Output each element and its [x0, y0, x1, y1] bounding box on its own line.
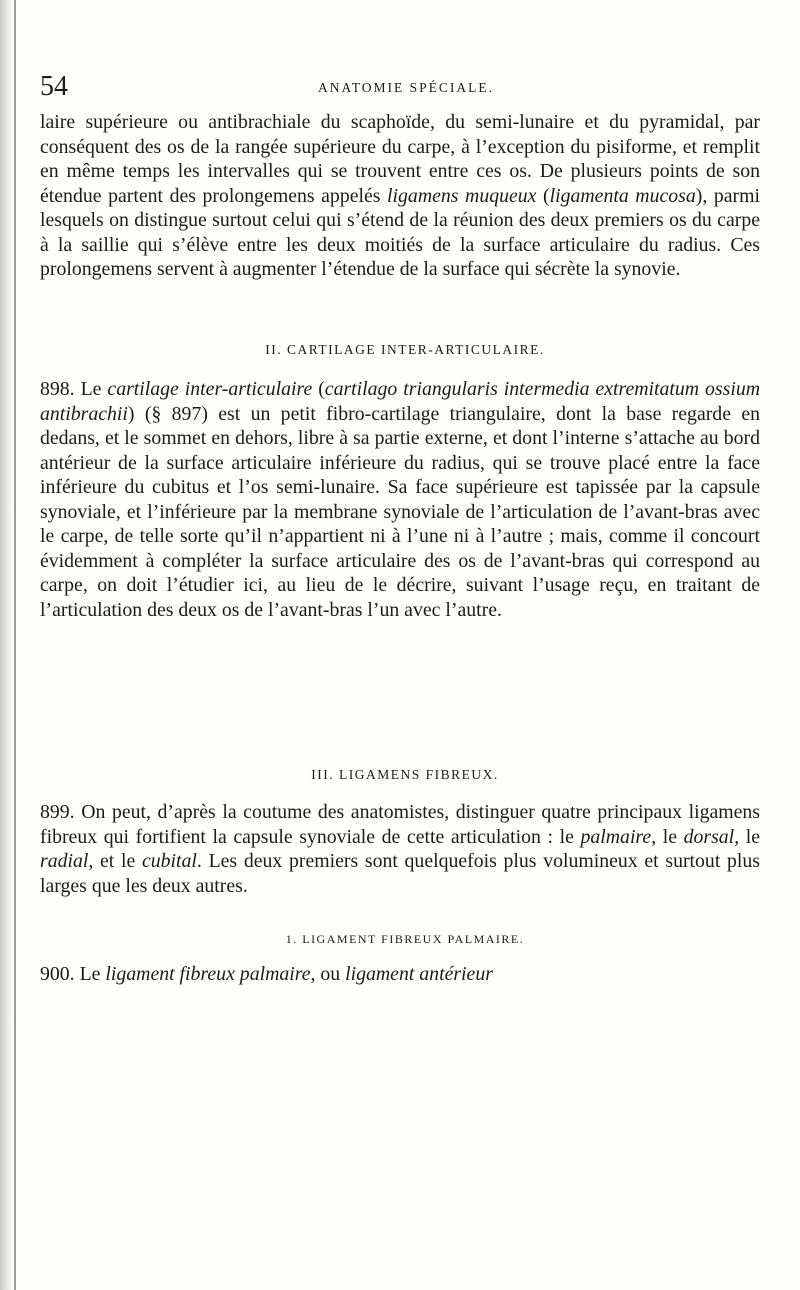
paragraph-number: 899. — [40, 801, 75, 823]
latin-term: cartilago triangularis intermedia extremitatum ossium antibrachii — [40, 378, 760, 425]
page-number: 54 — [40, 71, 68, 102]
term-cubital: cubital — [141, 850, 197, 872]
term-radial: radial — [40, 850, 89, 872]
latin-term: ligamenta mucosa — [549, 184, 696, 207]
para-text: laire supérieure ou antibrachiale du scaphoïde, du semi-lunaire et du pyramidal, par conséquent des os de la rangée supérieure du carpe, à l’exception du pisiforme, et remplit en même temps les intervalles qui se trouvent entre ces os. De plusieurs points de son étendue partent des prolongemens appelés — [40, 111, 760, 207]
paragraph-number: 898. — [40, 378, 75, 400]
term-dorsal: dorsal — [683, 825, 735, 848]
running-title: ANATOMIE SPÉCIALE. — [317, 80, 494, 95]
binding-gutter-line — [14, 0, 16, 1290]
term-ligamens-muqueux: ligamens muqueux — [387, 184, 537, 207]
term-ligament-anterieur: ligament antérieur — [345, 963, 493, 985]
section-heading-ligamens: III. LIGAMENS FIBREUX. — [311, 767, 499, 782]
paragraph-number: 900. — [40, 963, 75, 985]
subsection-heading-palmaire: 1. LIGAMENT FIBREUX PALMAIRE. — [285, 932, 525, 946]
term-cartilage: cartilage inter-articulaire — [107, 378, 313, 400]
section-heading-cartilage: II. CARTILAGE INTER-ARTICULAIRE. — [265, 342, 545, 357]
term-ligament-palmaire: ligament fibreux palmaire — [105, 963, 311, 985]
running-header — [40, 72, 770, 104]
para-text: ), parmi lesquels on distingue surtout celui qui s’étend de la réunion des deux premiers os du carpe à la saillie qui s’élève entre les deux moitiés de la surface articulaire du radius. Ces prolongemens servent à augmenter l’étendue de la surface qui sécrète la synovie. — [40, 184, 760, 280]
paragraph-899: 899. On peut, d’après la coutume des anatomistes, distinguer quatre principaux ligamens fibreux qui fortifient la capsule synoviale de cette articulation : le palmaire, le dorsal, le radial, et le cubital. Les deux premiers sont quelquefois plus volumineux et surtout plus larges que les deux autres. — [40, 801, 761, 897]
para-text: ( — [536, 184, 550, 207]
paragraph-900: 900. Le ligament fibreux palmaire, ou ligament antérieur — [40, 963, 493, 985]
book-page — [40, 0, 770, 1290]
paragraph-continued — [40, 110, 760, 282]
binding-shadow — [0, 0, 14, 1290]
term-palmaire: palmaire — [580, 825, 652, 848]
paragraph-898: 898. Le cartilage inter-articulaire (cartilago triangularis intermedia extremitatum ossium antibrachii) (§ 897) est un petit fibro-cartilage triangulaire, dont la base regarde en dedans, et le sommet en dehors, libre à sa partie externe, et dont l’interne s’attache au bord antérieur de la surface articulaire inférieure du radius, qui se trouve placé entre la face inférieure du cubitus et l’os semi-lunaire. Sa face supérieure est tapissée par la capsule synoviale, et l’inférieure par la membrane synoviale de l’articulation de l’avant-bras avec le carpe, de telle sorte qu’il n’appartient ni à l’une ni à l’autre ; mais, comme il concourt évidemment à compléter la surface articulaire des os de l’avant-bras qui correspond au carpe, on doit l’étudier ici, au lieu de le décrire, suivant l’usage reçu, en traitant de l’articulation des deux os de l’avant-bras l’un avec l’autre. — [40, 378, 760, 621]
